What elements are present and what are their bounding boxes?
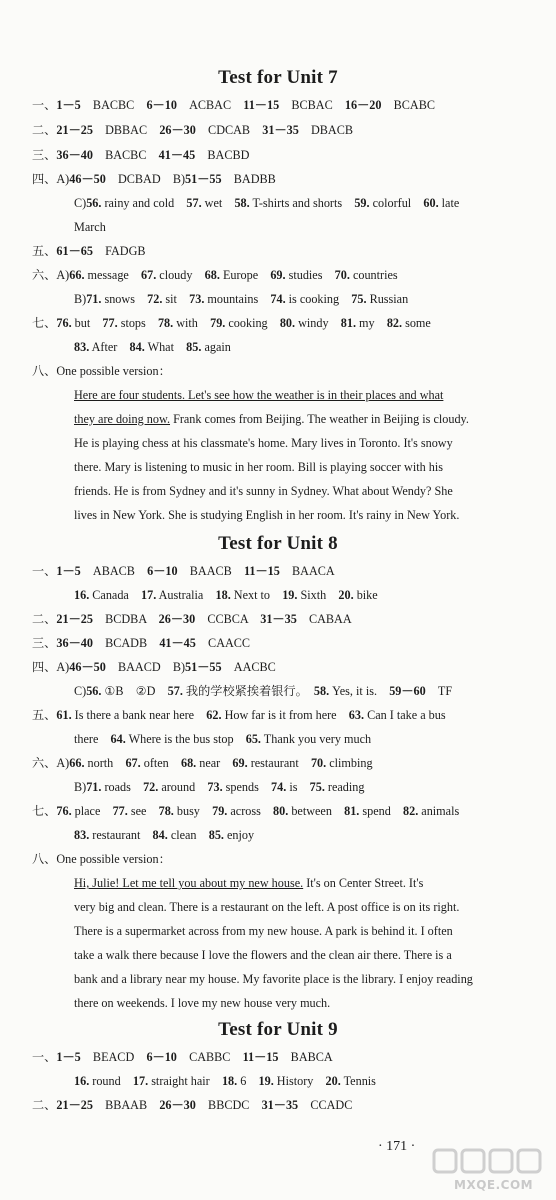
unit7-line: March [74,220,106,234]
unit9-line: 二、21－25 BBAAB 26－30 BBCDC 31－35 CCADC [32,1098,353,1112]
unit8-essay-line: bank and a library near my house. My favorite place is the library. I enjoy reading [74,972,473,986]
watermark-text: MXQE.COM [454,1178,534,1192]
unit7-line: 七、76. but 77. stops 78. with 79. cooking 80. windy 81. my 82. some [32,316,431,330]
unit8-title: Test for Unit 8 [218,533,338,554]
unit7-essay-line: friends. He is from Sydney and it's sunny in Sydney. What about Wendy? She [74,484,453,498]
unit9-line: 16. round 17. straight hair 18. 6 19. History 20. Tennis [74,1074,376,1088]
unit7-essay-line: lives in New York. She is studying English in her room. It's rainy in New York. [74,508,460,522]
unit8-line: C)56. ①B ②D 57. 我的学校紧挨着银行。 58. Yes, it is. 59－60 TF [74,684,453,698]
unit8-essay-line: there on weekends. I love my new house very much. [74,996,331,1010]
unit8-line: 一、1－5 ABACB 6－10 BAACB 11－15 BAACA [32,564,335,578]
unit7-line: 三、36－40 BACBC 41－45 BACBD [32,148,250,162]
unit9-line: 一、1－5 BEACD 6－10 CABBC 11－15 BABCA [32,1050,333,1064]
unit7-essay-line: He is playing chess at his classmate's home. Mary lives in Toronto. It's snowy [74,436,453,450]
unit7-line: 六、A)66. message 67. cloudy 68. Europe 69. studies 70. countries [32,268,398,282]
unit8-essay-line: take a walk there because I love the flowers and the clean air there. There is a [74,948,452,962]
unit8-line: 七、76. place 77. see 78. busy 79. across 80. between 81. spend 82. animals [32,804,460,818]
unit7-line: 一、1－5 BACBC 6－10 ACBAC 11－15 BCBAC 16－20 BCABC [32,98,435,112]
unit7-essay-line: Here are four students. Let's see how the weather is in their places and what [74,388,444,402]
unit8-line: 四、A)46－50 BAACD B)51－55 AACBC [32,660,276,674]
unit7-line: 83. After 84. What 85. again [74,340,231,354]
unit7-line: 二、21－25 DBBAC 26－30 CDCAB 31－35 DBACB [32,123,353,137]
unit7-line: B)71. snows 72. sit 73. mountains 74. is cooking 75. Russian [74,292,409,306]
unit7-line: 四、A)46－50 DCBAD B)51－55 BADBB [32,172,276,186]
unit8-line: 16. Canada 17. Australia 18. Next to 19. Sixth 20. bike [74,588,378,602]
unit9-title: Test for Unit 9 [218,1019,338,1040]
unit7-title: Test for Unit 7 [218,67,338,88]
unit8-line: 五、61. Is there a bank near here 62. How far is it from here 63. Can I take a bus [32,708,446,722]
unit8-line: there 64. Where is the bus stop 65. Thank you very much [74,732,372,746]
unit7-line: 八、One possible version： [32,364,171,378]
unit8-line: B)71. roads 72. around 73. spends 74. is 75. reading [74,780,365,794]
unit7-essay-line: there. Mary is listening to music in her room. Bill is playing soccer with his [74,460,443,474]
unit8-line: 83. restaurant 84. clean 85. enjoy [74,828,255,842]
unit8-line: 二、21－25 BCDBA 26－30 CCBCA 31－35 CABAA [32,612,352,626]
unit7-line: C)56. rainy and cold 57. wet 58. T-shirts and shorts 59. colorful 60. late [74,196,460,210]
unit8-essay-line: There is a supermarket across from my new house. A park is behind it. I often [74,924,453,938]
unit8-line: 三、36－40 BCADB 41－45 CAACC [32,636,251,650]
unit7-line: 五、61－65 FADGB [32,244,146,258]
page-number: · 171 · [378,1139,416,1154]
unit8-line: 八、One possible version： [32,852,171,866]
unit8-essay-line: very big and clean. There is a restaurant on the left. A post office is on its right. [74,900,460,914]
unit7-essay-line: they are doing now. Frank comes from Beijing. The weather in Beijing is cloudy. [74,412,469,426]
unit8-line: 六、A)66. north 67. often 68. near 69. restaurant 70. climbing [32,756,373,770]
unit8-essay-line: Hi, Julie! Let me tell you about my new house. It's on Center Street. It's [74,876,424,890]
